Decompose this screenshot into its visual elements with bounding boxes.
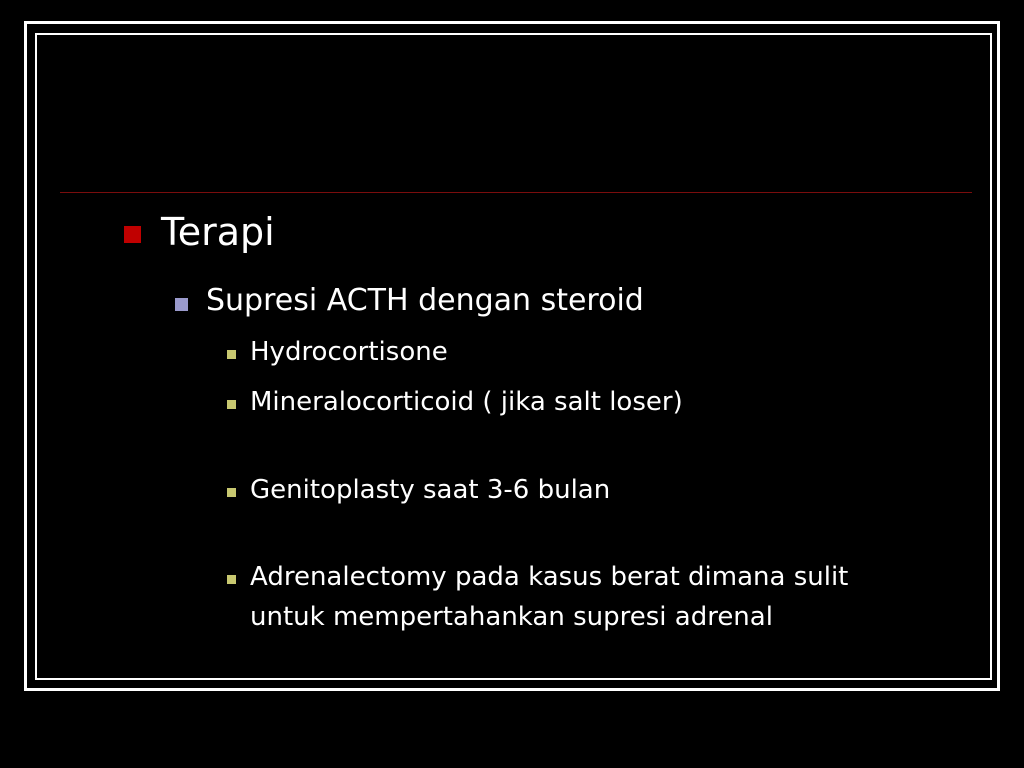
list-item: Adrenalectomy pada kasus berat dimana sulit untuk mempertahankan supresi adrenal: [250, 562, 849, 632]
square-bullet-icon: [124, 226, 141, 243]
list-item: Genitoplasty saat 3-6 bulan: [250, 475, 611, 505]
bullet-level1-text: Terapi: [161, 210, 275, 254]
square-bullet-icon: [227, 350, 236, 359]
square-bullet-icon: [175, 298, 188, 311]
list-item: Hydrocortisone: [250, 337, 448, 367]
square-bullet-icon: [227, 488, 236, 497]
list-item: Mineralocorticoid ( jika salt loser): [250, 387, 683, 417]
bullet-level2-text: Supresi ACTH dengan steroid: [206, 283, 644, 318]
square-bullet-icon: [227, 575, 236, 584]
square-bullet-icon: [227, 400, 236, 409]
title-divider: [60, 192, 972, 193]
